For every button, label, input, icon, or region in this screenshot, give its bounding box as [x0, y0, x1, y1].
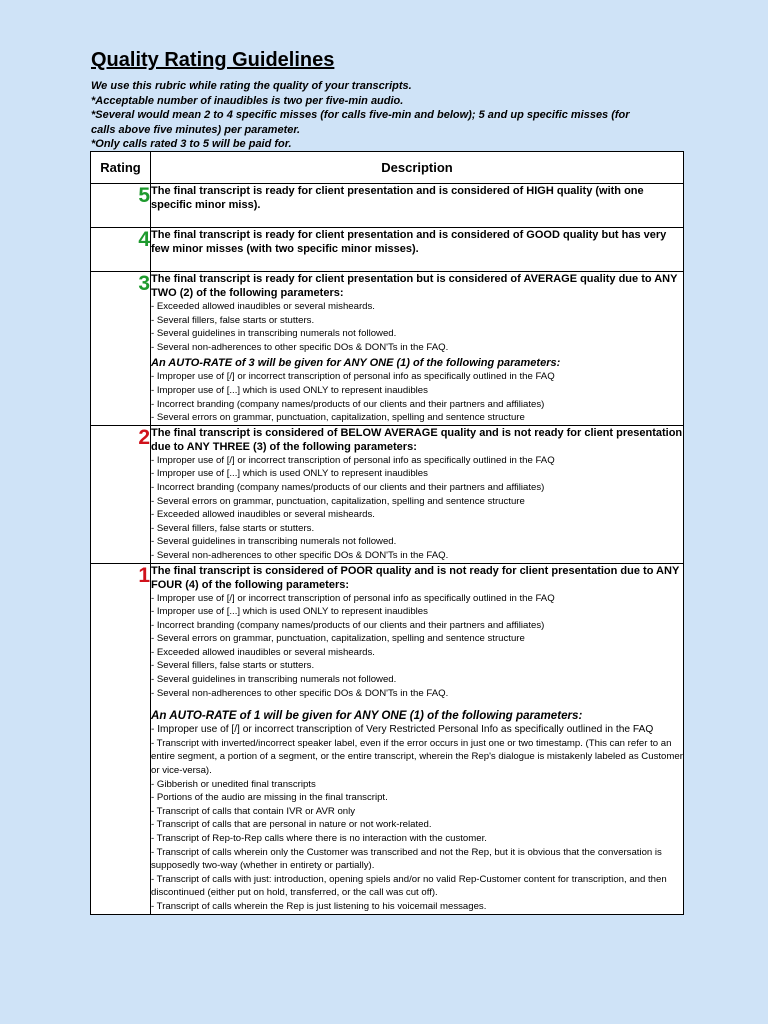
parameter-item: - Several guidelines in transcribing numerals not followed. [151, 674, 397, 686]
parameter-item: - Several fillers, false starts or stutters. [151, 660, 315, 672]
rating-description [151, 272, 684, 426]
parameter-item: - Several errors on grammar, punctuation, capitalization, spelling and sentence structure [151, 633, 525, 645]
rating-row-5 [91, 184, 684, 228]
intro-line: *Only calls rated 3 to 5 will be paid for. [91, 138, 292, 150]
rating-row-2 [91, 425, 684, 563]
rating-row-1 [91, 563, 684, 914]
rating-value: 2 [91, 425, 151, 563]
rating-description [151, 563, 684, 914]
description-lead: The final transcript is ready for client presentation and is considered of HIGH quality (with one specific minor miss). [151, 185, 644, 211]
parameter-item: - Exceeded allowed inaudibles or several misheards. [151, 646, 375, 658]
rating-table [90, 151, 684, 915]
parameter-item: - Several non-adherences to other specific DOs & DON'Ts in the FAQ. [151, 549, 449, 561]
intro-line: *Several would mean 2 to 4 specific misses (for calls five-min and below); 5 and up specific misses (for [91, 109, 630, 121]
description-column-header: Description [151, 152, 684, 184]
auto-rate-item: - Gibberish or unedited final transcripts [151, 778, 316, 790]
parameter-item: - Several non-adherences to other specific DOs & DON'Ts in the FAQ. [151, 341, 449, 353]
auto-rate-item: - Transcript of Rep-to-Rep calls where there is no interaction with the customer. [151, 833, 487, 844]
parameter-item: - Several non-adherences to other specific DOs & DON'Ts in the FAQ. [151, 687, 449, 699]
intro-line: *Acceptable number of inaudibles is two per five-min audio. [91, 94, 404, 107]
rating-value: 4 [91, 228, 151, 272]
description-lead: The final transcript is ready for client presentation but is considered of AVERAGE quality due to ANY TWO (2) of the following parameters: [151, 273, 678, 299]
parameter-item: - Improper use of [/] or incorrect transcription of personal info as specifically outlined in the FAQ [151, 592, 555, 604]
auto-rate-heading: An AUTO-RATE of 1 will be given for ANY ONE (1) of the following parameters: [151, 709, 583, 723]
parameter-item: - Several guidelines in transcribing numerals not followed. [151, 328, 397, 340]
auto-rate-item: - Improper use of [/] or incorrect transcription of Very Restricted Personal Info as specifically outlined in the FAQ [151, 724, 654, 736]
description-lead: The final transcript is considered of POOR quality and is not ready for client presentation due to ANY FOUR (4) of the following parameters: [151, 564, 680, 591]
rating-description [151, 184, 684, 228]
rating-value: 3 [91, 272, 151, 426]
rating-row-3 [91, 272, 684, 426]
parameter-item: - Incorrect branding (company names/products of our clients and their partners and affiliates) [151, 619, 545, 631]
parameter-item: - Improper use of [...] which is used ONLY to represent inaudibles [151, 468, 428, 480]
rating-row-4 [91, 228, 684, 272]
parameter-item: - Exceeded allowed inaudibles or several misheards. [151, 509, 375, 521]
parameter-item: - Improper use of [/] or incorrect transcription of personal info as specifically outlined in the FAQ [151, 454, 555, 466]
auto-rate-item: - Transcript with inverted/incorrect speaker label, even if the error occurs in just one or two timestamp. (This can refer to an entire segment, a portion of a segment, or the entire transcript, wherein the Rep's dialogue is mistakenly labeled as Customer or vice-versa). [151, 737, 683, 777]
parameter-item: - Several guidelines in transcribing numerals not followed. [151, 536, 397, 548]
auto-rate-heading: An AUTO-RATE of 3 will be given for ANY ONE (1) of the following parameters: [151, 357, 561, 370]
rating-description [151, 425, 684, 563]
auto-rate-item: - Improper use of [/] or incorrect transcription of personal info as specifically outlined in the FAQ [151, 371, 555, 383]
rating-description [151, 228, 684, 272]
parameter-item: - Several fillers, false starts or stutters. [151, 314, 315, 326]
rating-value: 1 [91, 563, 151, 914]
auto-rate-item: - Portions of the audio are missing in the final transcript. [151, 792, 388, 804]
parameter-item: - Several errors on grammar, punctuation, capitalization, spelling and sentence structure [151, 495, 525, 507]
rating-value: 5 [91, 184, 151, 228]
description-lead: The final transcript is considered of BELOW AVERAGE quality and is not ready for client presentation due to ANY THREE (3) of the following parameters: [151, 426, 683, 453]
auto-rate-item: - Transcript of calls wherein only the Customer was transcribed and not the Rep, but it is obvious that the conversation is supposedly two-way (whether in entirety or partially). [151, 846, 662, 872]
spacer [151, 700, 683, 707]
description-lead: The final transcript is ready for client presentation and is considered of GOOD quality but has very few minor misses (with two specific minor misses). [151, 229, 667, 255]
auto-rate-item: - Transcript of calls that contain IVR or AVR only [151, 805, 356, 817]
auto-rate-item: - Incorrect branding (company names/products of our clients and their partners and affiliates) [151, 398, 545, 410]
auto-rate-item: - Transcript of calls wherein the Rep is just listening to his voicemail messages. [151, 900, 487, 912]
parameter-item: - Several fillers, false starts or stutters. [151, 522, 315, 534]
parameter-item: - Improper use of [...] which is used ONLY to represent inaudibles [151, 606, 428, 618]
intro-line: We use this rubric while rating the quality of your transcripts. [91, 80, 412, 92]
intro-line: calls above five minutes) per parameter. [91, 123, 301, 136]
page-title: Quality Rating Guidelines [91, 49, 335, 71]
auto-rate-item: - Transcript of calls that are personal in nature or not work-related. [151, 819, 432, 831]
parameter-item: - Exceeded allowed inaudibles or several misheards. [151, 301, 375, 312]
parameter-item: - Incorrect branding (company names/products of our clients and their partners and affiliates) [151, 481, 545, 493]
table-header-row [91, 152, 684, 184]
auto-rate-item: - Improper use of [...] which is used ONLY to represent inaudibles [151, 384, 428, 396]
auto-rate-item: - Several errors on grammar, punctuation, capitalization, spelling and sentence structure [151, 412, 525, 424]
rating-column-header: Rating [91, 152, 151, 184]
intro-notes [91, 79, 691, 152]
auto-rate-item: - Transcript of calls with just: introduction, opening spiels and/or no valid Rep-Customer content for transcription, and then discontinued (either put on hold, transferred, or the call was cut off). [151, 873, 667, 899]
